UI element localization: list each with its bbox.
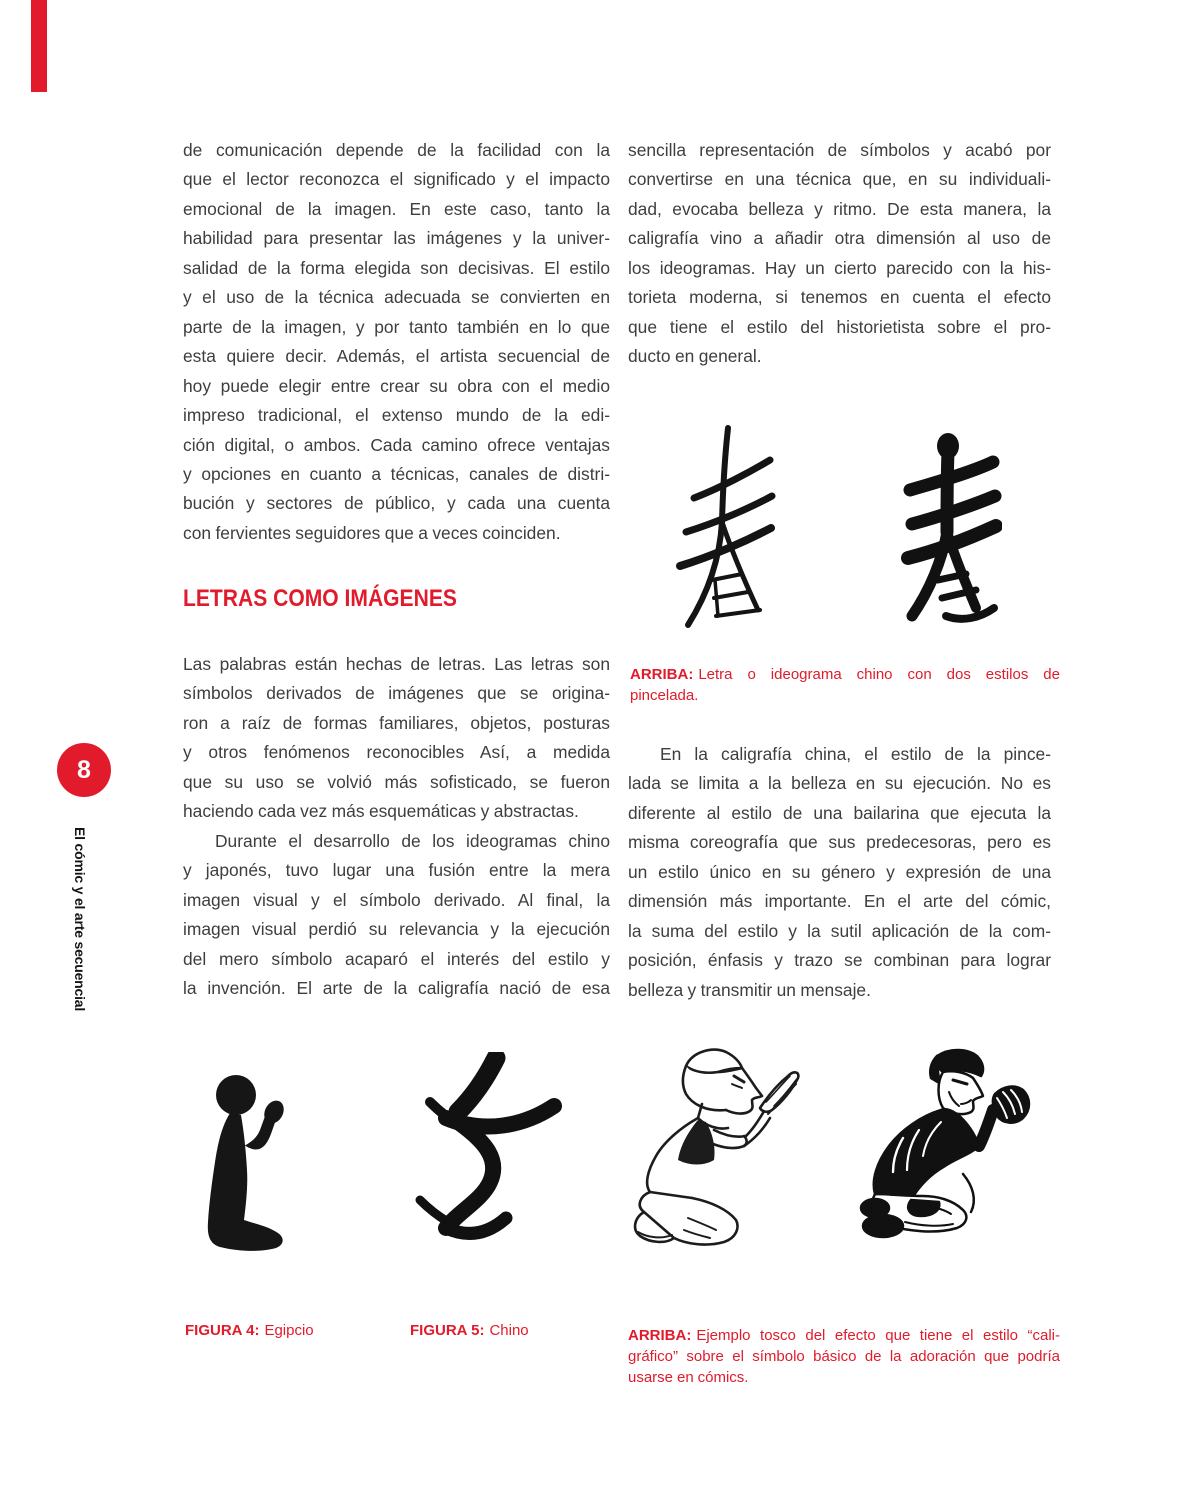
caption-line: ARRIBA: Letra o ideograma chino con dos estilos de xyxy=(630,666,1060,683)
figure-5-label: FIGURA 5: xyxy=(410,1322,485,1339)
left-column-paragraph-2: Las palabras están hechas de letras. Las letras son símbolos derivados de imágenes que se origina- ron a raíz de formas familiares, objetos, posturas y otros fenómenos reconocibles Así, a medida que su uso se volvió más sofisticado, se fueron haciendo cada vez más esquemáticas y abstractas. xyxy=(183,654,610,822)
caption-label: ARRIBA: xyxy=(628,1327,692,1344)
figure-4-caption: FIGURA 4: Egipcio xyxy=(185,1322,314,1339)
caption-line: pincelada. xyxy=(630,687,699,704)
kneeling-praying-man-inked-figure xyxy=(845,1046,1040,1261)
chinese-ideogram-brush-figure xyxy=(898,432,1002,632)
left-column-paragraph-3: Durante el desarrollo de los ideogramas chino y japonés, tuvo lugar una fusión entre la mera imagen visual y el símbolo derivado. Al final, la imagen visual perdió su relevancia y la ejecución del mero símbolo acaparó el interés del estilo y la invención. El arte de la caligrafía nació de esa xyxy=(183,830,610,998)
left-column-text xyxy=(183,650,610,1003)
section-heading: LETRAS COMO IMÁGENES xyxy=(183,585,457,612)
kneeling-praying-man-outline-figure xyxy=(628,1042,810,1264)
figure-5-caption: FIGURA 5: Chino xyxy=(410,1322,529,1339)
right-column-paragraph-1: sencilla representación de símbolos y acabó por convertirse en una técnica que, en su individuali- dad, evocaba belleza y ritmo. De esta manera, la caligrafía vino a añadir otra dimensión al uso de los ideogramas. Hay un cierto parecido con la his- torieta moderna, si tenemos en cuenta el efecto que tiene el estilo del historietista sobre el pro- ducto en general. xyxy=(628,140,1051,367)
left-column-paragraph-1: de comunicación depende de la facilidad con la que el lector reconozca el significado y el impacto emocional de la imagen. En este caso, tanto la habilidad para presentar las imágenes y la univer- salidad de la forma elegida son decisivas. El estilo y el uso de la técnica adecuada se convierten en parte de la imagen, y por tanto también en lo que esta quiere decir. Además, el artista secuencial de hoy puede elegir entre crear su obra con el medio impreso tradicional, el extenso mundo de la edi- ción digital, o ambos. Cada camino ofrece ventajas y opciones en cuanto a técnicas, canales de distri- bución y sectores de público, y cada una cuenta con fervientes seguidores que a veces coinciden. xyxy=(183,140,610,543)
page-number: 8 xyxy=(77,755,91,784)
right-column-paragraph-2: En la caligrafía china, el estilo de la pince- lada se limita a la belleza en su ejecución. No es diferente al estilo de una bailarina que ejecuta la misma coreografía que sus predecesoras, pero es un estilo único en su género y expresión de una dimensión más importante. En el arte del cómic, la suma del estilo y la sutil aplicación de la com- posición, énfasis y trazo se combinan para lograr belleza y transmitir un mensaje. xyxy=(628,744,1051,1000)
chapter-tab xyxy=(31,0,47,92)
caption-bottom xyxy=(628,1325,1060,1388)
caption-ideograms xyxy=(630,664,1060,706)
caption-label: ARRIBA: xyxy=(630,666,694,683)
egyptian-kneeling-figure xyxy=(200,1070,292,1260)
page-number-badge xyxy=(57,743,111,797)
chinese-brush-character-figure xyxy=(412,1052,564,1262)
caption-line: usarse en cómics. xyxy=(628,1369,749,1386)
caption-line: gráfico” sobre el símbolo básico de la adoración que podría xyxy=(628,1348,1060,1365)
caption-line: ARRIBA: Ejemplo tosco del efecto que tiene el estilo “cali- xyxy=(628,1327,1060,1344)
chapter-title-vertical: El cómic y el arte secuencial xyxy=(72,827,88,1012)
chinese-ideogram-thin-figure xyxy=(668,420,776,638)
figure-4-label: FIGURA 4: xyxy=(185,1322,260,1339)
